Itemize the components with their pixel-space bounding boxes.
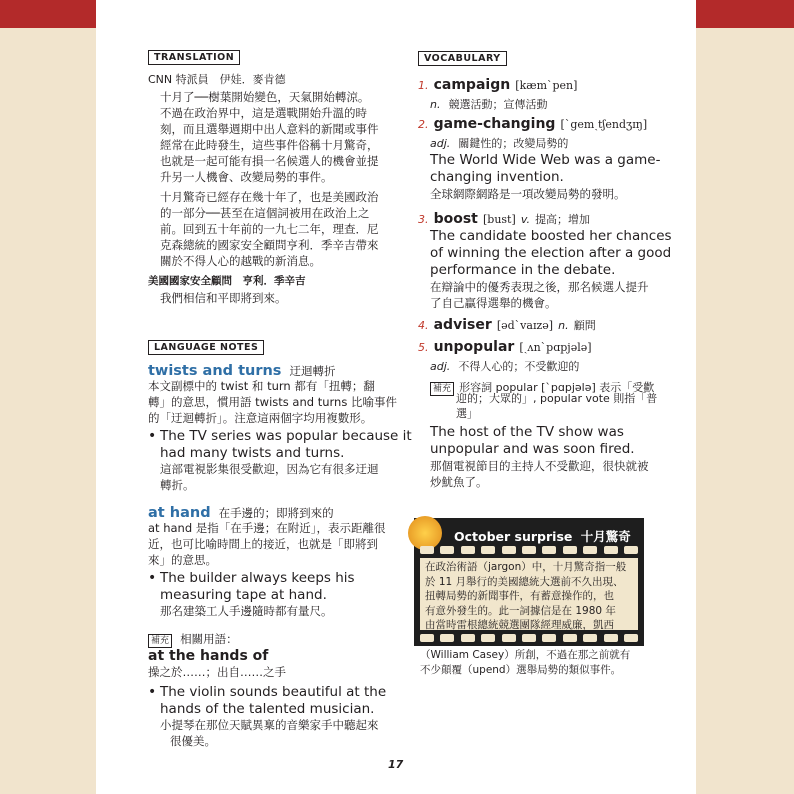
phrase2-example-zh: 那名建築工人手邊隨時都有量尺。 [160, 604, 333, 618]
phrase1-bullet: • [148, 428, 157, 444]
vocabulary-tag: VOCABULARY [418, 51, 507, 66]
phrase1-example-en-line2: had many twists and turns. [160, 445, 345, 461]
october-surprise-title-en: October surprise [454, 529, 573, 544]
vocab-item-5-pos: adj. [430, 360, 451, 373]
vocab-item-5-note-line2: 迎的；大眾的」, popular vote 則指「普 [456, 392, 658, 405]
translation-quote: 我們相信和平即將到來。 [160, 291, 287, 305]
vocab-item-1-phonetic: [kæmˋpen] [515, 79, 578, 92]
vocab-item-5-zh: 不得人心的；不受歡迎的 [458, 360, 580, 373]
sidebar-line-5: 由當時雷根總統競選團隊經理威廉，凱西 [425, 619, 614, 631]
vocab-item-4-number: 4. [418, 319, 429, 332]
supplement-badge: 補充 [148, 634, 172, 648]
vocab-item-3-example-zh-line2: 了自己贏得選舉的機會。 [430, 296, 557, 310]
language-notes-tag: LANGUAGE NOTES [148, 340, 264, 355]
vocab-item-4-word: adviser [433, 317, 492, 333]
vocab-item-3-example-zh-line1: 在辯論中的優秀表現之後，那名候選人提升 [430, 280, 649, 294]
vocab-item-5-note-text-1: 形容詞 popular [ˋpɑpjələ] 表示「受歡 [459, 381, 655, 394]
phrase1-desc-line2: 轉」的意思，慣用語 twists and turns 比喻事件 [148, 395, 397, 409]
page-number: 17 [388, 758, 404, 771]
sidebar-line-7: 不少顛覆（upend）選舉局勢的類似事件。 [420, 663, 622, 676]
translation-tag: TRANSLATION [148, 50, 240, 65]
vocab-item-5-phonetic: [ˏʌnˋpɑpjələ] [519, 341, 592, 354]
vocab-item-2-head [418, 113, 647, 132]
vocab-item-1-zh: 競選活動；宣傳活動 [448, 98, 548, 111]
translation-para1-line6: 升另一人機會、改變局勢的事件。 [160, 170, 333, 184]
phrase3-example-zh-line2: 很優美。 [170, 734, 216, 748]
vocab-item-2-example-zh: 全球網際網路是一項改變局勢的發明。 [430, 187, 626, 201]
phrase2-desc-line1: at hand 是指「在手邊；在附近」，表示距離很 [148, 521, 386, 535]
phrase1-desc-line3: 的「迂迴轉折」。注意這兩個字均用複數形。 [148, 411, 373, 425]
vocab-item-2-def [430, 132, 568, 152]
phrase3-title-zh: 操之於……；出自……之手 [148, 665, 286, 679]
vocab-item-3-example-en-line1: The candidate boosted her chances [430, 228, 672, 244]
vocab-item-2-zh: 關鍵性的；改變局勢的 [458, 137, 569, 150]
related-terms-row [148, 628, 238, 648]
sidebar-line-2: 於 11 月舉行的美國總統大選前不久出現、 [425, 575, 624, 588]
vocab-item-2-example-en-line2: changing invention. [430, 169, 564, 185]
phrase3-bullet: • [148, 684, 157, 700]
translation-para1-line4: 經常在此時發生，這些事件俗稱十月驚奇， [160, 138, 379, 152]
film-holes-bottom [420, 634, 638, 644]
phrase2-desc-line3: 來」的意思。 [148, 553, 217, 567]
starburst-icon [408, 516, 442, 550]
vocab-item-1-word: campaign [433, 77, 511, 93]
vocab-item-5-example-zh-line2: 炒魷魚了。 [430, 475, 488, 489]
translation-para1-line1: 十月了──樹葉開始變色，天氣開始轉涼。 [160, 90, 370, 104]
vocab-item-5-def [430, 355, 579, 375]
sidebar-line-6: （William Casey）所創，不過在那之前就有 [420, 649, 631, 661]
vocab-item-1-pos: n. [430, 98, 441, 111]
vocab-supplement-badge: 補充 [430, 382, 454, 396]
vocab-item-3-pos: v. [520, 213, 530, 226]
vocab-item-4-phonetic: [ədˋvaɪzə] [496, 319, 554, 332]
translation-para1-line2: 不過在政治界中，這是選戰開始升溫的時 [160, 106, 367, 120]
phrase1-example-zh-line2: 轉折。 [160, 478, 195, 492]
vocab-item-5-word: unpopular [433, 339, 515, 355]
related-terms-label: 相關用語： [180, 632, 238, 646]
vocab-item-4-zh: 顧問 [573, 319, 596, 332]
vocab-item-3-example-en-line3: performance in the debate. [430, 262, 616, 278]
phrase2-title: at hand [148, 505, 211, 521]
vocab-item-5-example-en-line1: The host of the TV show was [430, 424, 624, 440]
phrase1-heading [148, 360, 336, 380]
vocab-item-4-pos: n. [558, 319, 569, 332]
phrase2-title-zh: 在手邊的；即將到來的 [218, 506, 334, 520]
vocab-item-5-number: 5. [418, 341, 429, 354]
translation-para2-line3: 前。回到五十年前的一九七二年，理查．尼 [160, 222, 379, 236]
translation-para2-line1: 十月驚奇已經存在幾十年了，也是美國政治 [160, 190, 379, 204]
vocab-item-3-phonetic: [bust] [482, 213, 516, 226]
vocab-item-5-example-zh-line1: 那個電視節目的主持人不受歡迎，很快就被 [430, 459, 649, 473]
october-surprise-title [454, 527, 631, 545]
sidebar-line-1: 在政治術語（jargon）中，十月驚奇指一般 [425, 561, 627, 573]
vocab-item-5-note-line3: 選」 [456, 407, 478, 420]
vocab-item-3-zh: 提高；增加 [535, 213, 591, 226]
vocab-item-4-head [418, 314, 596, 334]
october-surprise-box [414, 518, 644, 646]
translation-byline: CNN 特派員 伊娃．麥肯德 [148, 73, 286, 86]
vocab-item-3-word: boost [433, 211, 478, 227]
translation-para2-line4: 克森總統的國家安全顧問亨利．季辛吉帶來 [160, 238, 379, 252]
vocab-item-2-example-en-line1: The World Wide Web was a game- [430, 152, 661, 168]
vocab-item-5-example-en-line2: unpopular and was soon fired. [430, 441, 635, 457]
phrase2-example-en-line2: measuring tape at hand. [160, 587, 327, 603]
phrase3-example-en-line1: The violin sounds beautiful at the [160, 684, 387, 700]
phrase1-title-zh: 迂迴轉折 [289, 364, 336, 378]
translation-para1-line5: 也就是一起可能有損一名候選人的機會並提 [160, 154, 379, 168]
phrase1-example-zh-line1: 這部電視影集很受歡迎，因為它有很多迂迴 [160, 462, 379, 476]
phrase2-example-en-line1: The builder always keeps his [160, 570, 355, 586]
vocab-item-2-phonetic: [ˋgemˏtʃendʒɪŋ] [560, 118, 648, 131]
october-surprise-title-zh: 十月驚奇 [580, 529, 631, 544]
phrase2-bullet: • [148, 570, 157, 586]
vocab-item-1-def [430, 93, 548, 113]
film-holes-top [420, 546, 638, 556]
translation-para2-line2: 的一部分──甚至在這個詞被用在政治上之 [160, 206, 370, 220]
vocab-item-3-example-en-line2: of winning the election after a good [430, 245, 672, 261]
vocab-item-2-word: game-changing [433, 116, 556, 132]
vocab-item-3-head [418, 208, 590, 228]
vocab-item-2-pos: adj. [430, 137, 451, 150]
phrase1-example-en-line1: The TV series was popular because it [160, 428, 412, 444]
phrase1-desc-line1: 本文副標中的 twist 和 turn 都有「扭轉；翻 [148, 379, 375, 393]
october-surprise-header [422, 524, 634, 546]
translation-speaker: 美國國家安全顧問 亨利．季辛吉 [148, 275, 306, 287]
sidebar-line-4: 有意外發生的。此一詞據信是在 1980 年 [425, 604, 616, 617]
sidebar-overflow [420, 648, 630, 677]
vocab-item-2-number: 2. [418, 118, 429, 131]
vocab-item-5-head [418, 336, 592, 355]
translation-para1-line3: 刻，而且選舉週期中出人意料的新聞或事件 [160, 122, 379, 136]
vocab-item-3-number: 3. [418, 213, 429, 226]
phrase3-example-en-line2: hands of the talented musician. [160, 701, 375, 717]
phrase3-example-zh-line1: 小提琴在那位天賦異稟的音樂家手中聽起來 [160, 718, 379, 732]
vocab-item-1-head [418, 74, 577, 93]
phrase2-heading [148, 502, 334, 522]
phrase1-title: twists and turns [148, 363, 282, 379]
vocab-item-1-number: 1. [418, 79, 429, 92]
october-surprise-body [420, 558, 638, 630]
sidebar-line-3: 扭轉局勢的新聞事件，有蓄意操作的，也 [425, 590, 614, 602]
phrase2-desc-line2: 近，也可比喻時間上的接近，也就是「即將到 [148, 537, 378, 551]
translation-para2-line5: 關於不得人心的越戰的新消息。 [160, 254, 321, 268]
phrase3-title: at the hands of [148, 648, 269, 664]
